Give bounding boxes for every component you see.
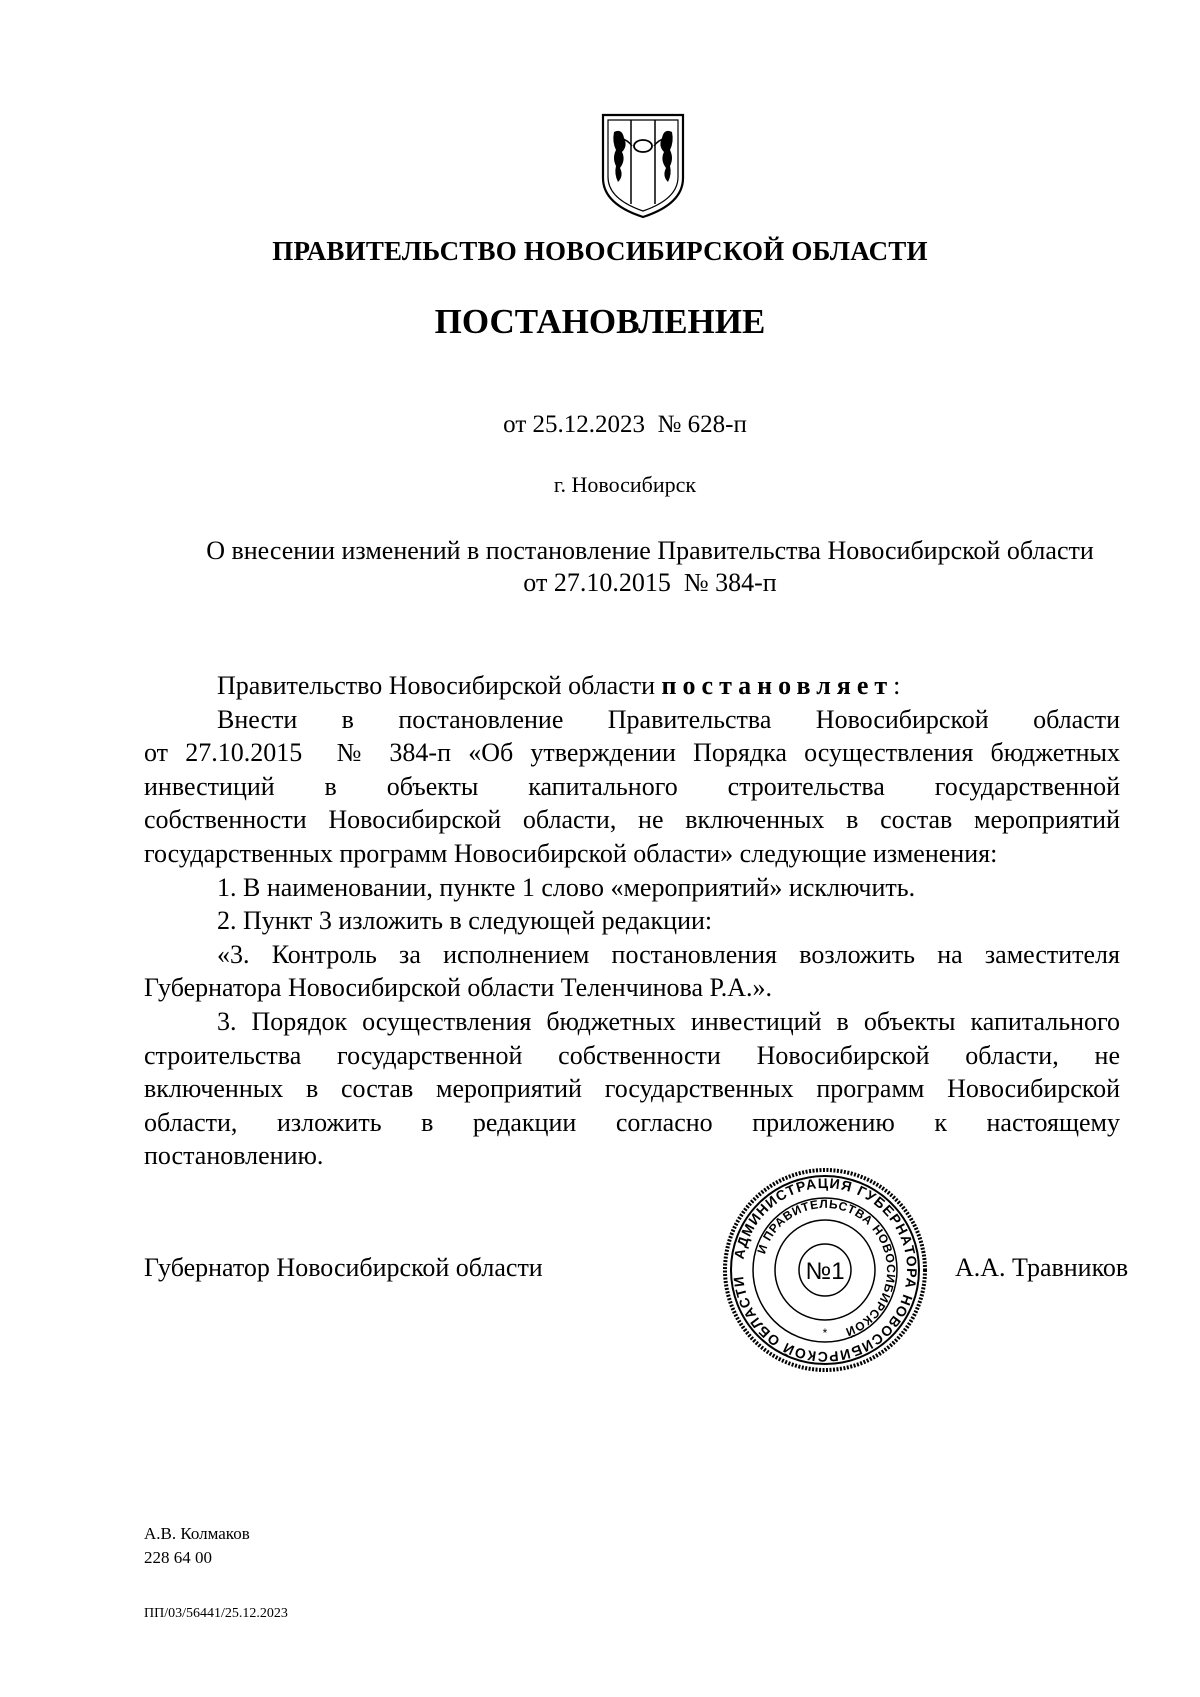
body-line-5: государственных программ Новосибирской области» следующие изменения:	[144, 838, 998, 868]
body-line-2: от 27.10.2015 № 384-п «Об утверждении Порядка осуществления бюджетных	[144, 738, 1120, 768]
official-seal-stamp	[720, 1165, 930, 1375]
signatory-position: Губернатор Новосибирской области	[144, 1253, 543, 1282]
item-3-line-5: постановлению.	[144, 1141, 324, 1171]
item-3-line-1: 3. Порядок осуществления бюджетных инвестиций в объекты капитального	[217, 1006, 1120, 1036]
seal-icon	[720, 1165, 930, 1375]
preamble-keyword: постановляет	[661, 671, 894, 700]
body-line-4: собственности Новосибирской области, не включенных в состав мероприятий	[144, 805, 1120, 835]
stamp-star-icon: *	[822, 1326, 828, 1340]
item-1: 1. В наименовании, пункте 1 слово «мероприятий» исключить.	[217, 872, 916, 902]
preamble-text: Правительство Новосибирской области	[217, 671, 662, 700]
item-2-quote-line-1: «3. Контроль за исполнением постановления возложить на заместителя	[217, 939, 1120, 969]
item-3-line-4: области, изложить в редакции согласно приложению к настоящему	[144, 1107, 1120, 1137]
item-2-quote-line-2: Губернатора Новосибирской области Теленчинова Р.А.».	[144, 973, 772, 1003]
executor-phone: 228 64 00	[144, 1548, 212, 1567]
registration-code: ПП/03/56441/25.12.2023	[144, 1606, 288, 1621]
signatory-name: А.А. Травников	[955, 1253, 1129, 1282]
document-number-date: от 25.12.2023 № 628-п	[503, 411, 747, 438]
document-city: г. Новосибирск	[553, 472, 697, 497]
subject-line-1: О внесении изменений в постановление Правительства Новосибирской области	[206, 536, 1094, 565]
stamp-inner-text: И ПРАВИТЕЛЬСТВА НОВОСИБИРСКОЙ	[754, 1196, 899, 1340]
stamp-ring-text: АДМИНИСТРАЦИЯ ГУБЕРНАТОРА НОВОСИБИРСКОЙ ОБЛАСТИ	[730, 1174, 921, 1366]
item-3-line-2: строительства государственной собственности Новосибирской области, не	[144, 1040, 1120, 1070]
item-2: 2. Пункт 3 изложить в следующей редакции:	[217, 906, 713, 936]
document-type-title: ПОСТАНОВЛЕНИЕ	[434, 302, 766, 341]
body-line-3: инвестиций в объекты капитального строительства государственной	[144, 771, 1120, 801]
emblem-shield-icon	[600, 112, 686, 220]
organization-title: ПРАВИТЕЛЬСТВО НОВОСИБИРСКОЙ ОБЛАСТИ	[272, 236, 928, 266]
coat-of-arms-emblem	[600, 112, 686, 220]
item-3-line-3: включенных в состав мероприятий государственных программ Новосибирской	[144, 1074, 1120, 1104]
preamble-colon: :	[893, 671, 901, 700]
body-line-1: Внести в постановление Правительства Новосибирской области	[217, 704, 1120, 734]
document-subject	[172, 535, 1128, 599]
stamp-number: №1	[805, 1258, 845, 1285]
subject-line-2: от 27.10.2015 № 384-п	[523, 568, 777, 597]
preamble	[144, 669, 1120, 703]
document-body	[144, 669, 1120, 1173]
executor-name: А.В. Колмаков	[144, 1524, 250, 1543]
